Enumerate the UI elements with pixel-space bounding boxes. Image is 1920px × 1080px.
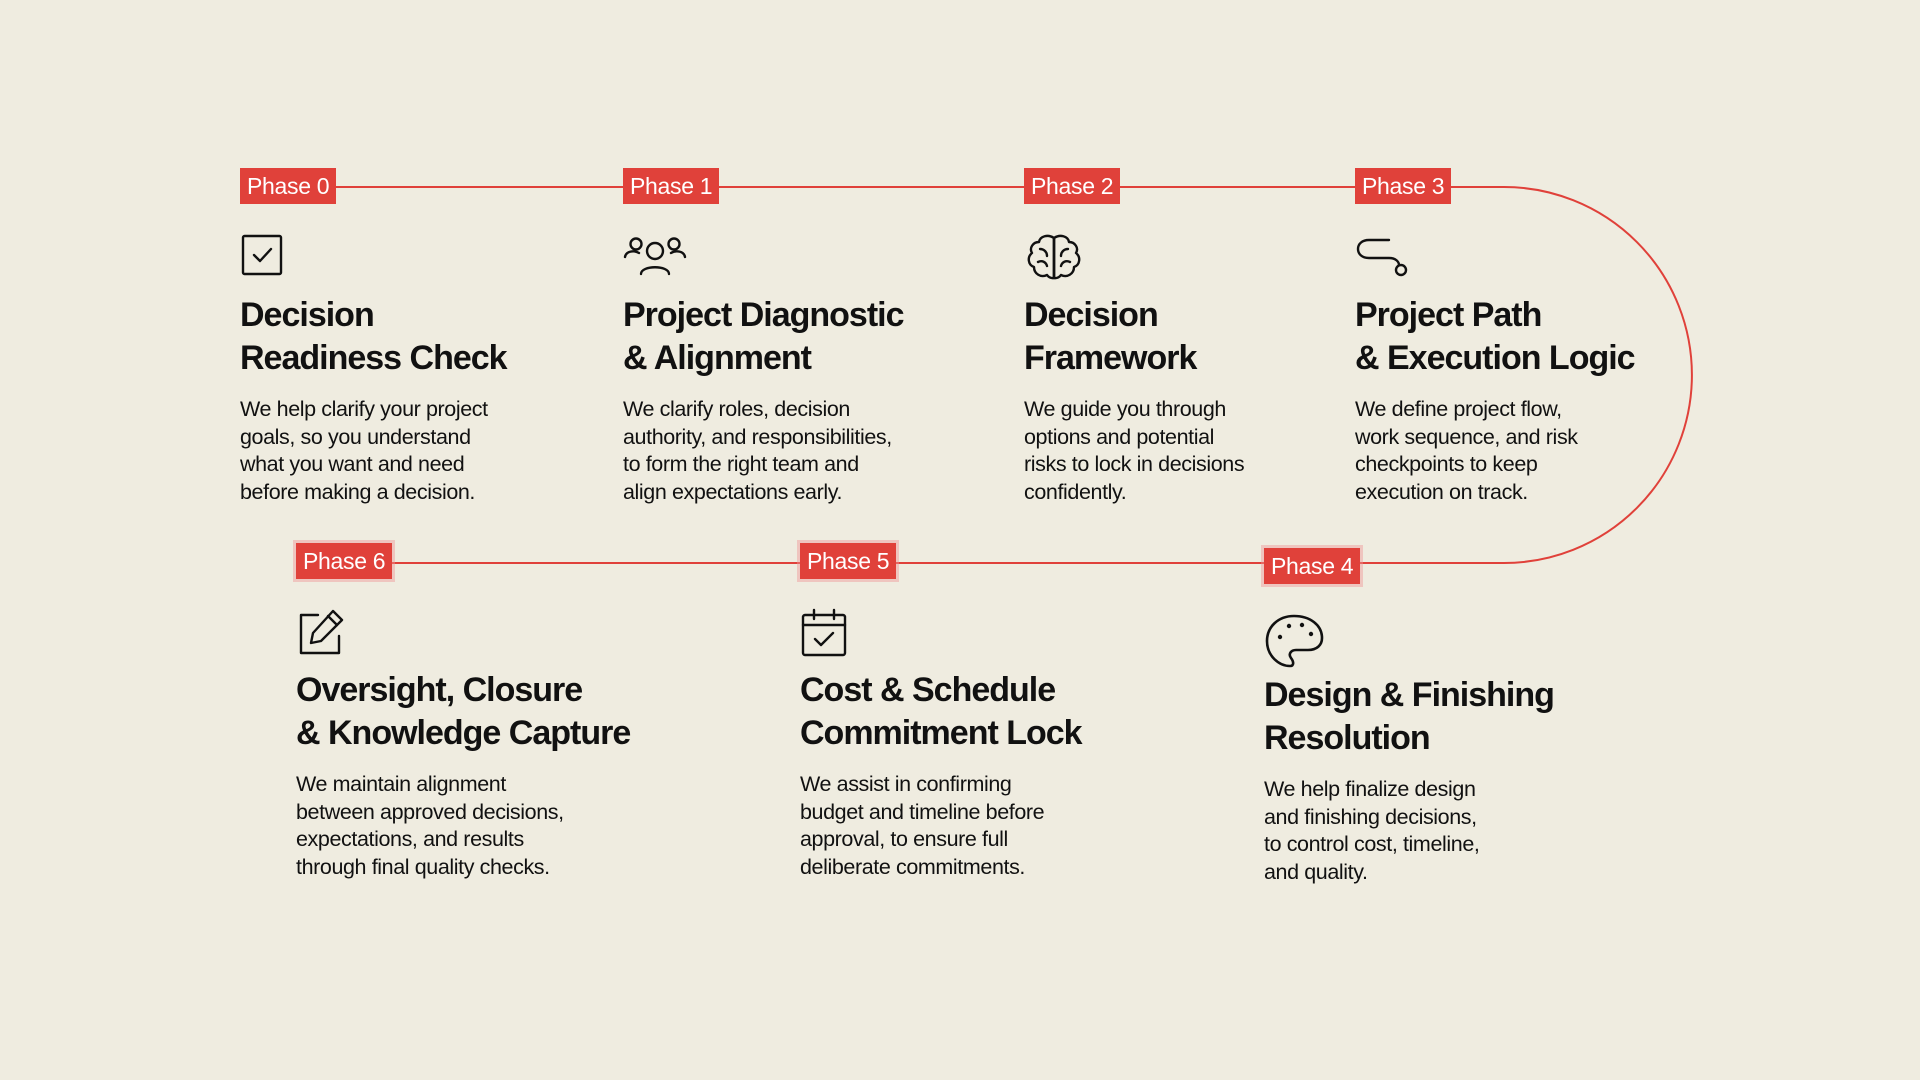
phase-card-2 <box>1024 168 1404 506</box>
phase-description: We help finalize design and finishing decisions, to control cost, timeline, and quality. <box>1264 777 1480 884</box>
phase-description: We guide you through options and potential risks to lock in decisions confidently. <box>1024 397 1245 504</box>
phase-card-1 <box>623 168 1003 506</box>
edit-icon <box>296 607 344 655</box>
route-icon <box>1355 232 1403 280</box>
phase-badge: Phase 2 <box>1024 168 1120 204</box>
phase-badge: Phase 0 <box>240 168 336 204</box>
phase-badge: Phase 6 <box>296 543 392 579</box>
phase-badge: Phase 5 <box>800 543 896 579</box>
phase-title: Decision Framework <box>1024 296 1197 377</box>
palette-icon <box>1264 612 1312 660</box>
phase-badge: Phase 3 <box>1355 168 1451 204</box>
brain-icon <box>1024 232 1072 280</box>
phase-badge: Phase 4 <box>1264 548 1360 584</box>
phase-title: Decision Readiness Check <box>240 296 507 377</box>
phase-card-6 <box>296 543 676 881</box>
calendar-check-icon <box>800 607 848 655</box>
phase-title: Project Path & Execution Logic <box>1355 296 1635 377</box>
phase-title: Cost & Schedule Commitment Lock <box>800 671 1082 752</box>
phase-title: Project Diagnostic & Alignment <box>623 296 904 377</box>
phase-badge: Phase 1 <box>623 168 719 204</box>
phase-card-3 <box>1355 168 1735 506</box>
team-icon <box>623 232 671 280</box>
phase-description: We define project flow, work sequence, and risk checkpoints to keep execution on track. <box>1355 397 1578 504</box>
phase-title: Design & Finishing Resolution <box>1264 676 1554 757</box>
phase-card-0 <box>240 168 620 506</box>
phase-description: We help clarify your project goals, so you understand what you want and need before making a decision. <box>240 397 488 504</box>
phase-card-5 <box>800 543 1180 881</box>
phase-description: We clarify roles, decision authority, and responsibilities, to form the right team and align expectations early. <box>623 397 892 504</box>
phase-card-4 <box>1264 548 1644 886</box>
phase-description: We maintain alignment between approved decisions, expectations, and results through final quality checks. <box>296 772 564 879</box>
phase-description: We assist in confirming budget and timeline before approval, to ensure full deliberate commitments. <box>800 772 1045 879</box>
checkbox-icon <box>240 232 288 280</box>
phase-title: Oversight, Closure & Knowledge Capture <box>296 671 631 752</box>
